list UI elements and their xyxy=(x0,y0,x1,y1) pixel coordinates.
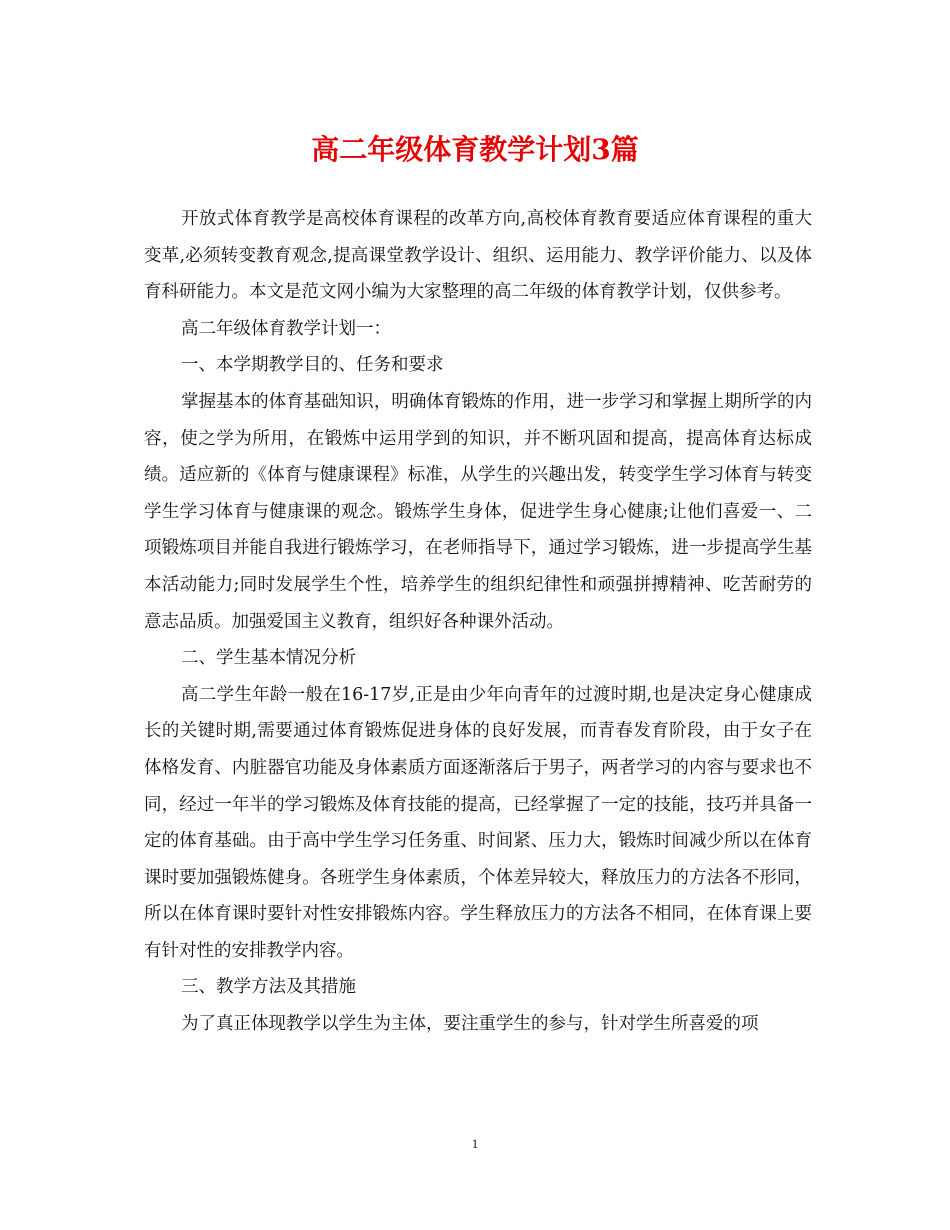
document-body xyxy=(144,201,812,1043)
intro-paragraph: 开放式体育教学是高校体育课程的改革方向,高校体育教育要适应体育课程的重大变革,必须转变教育观念,提高课堂教学设计、组织、运用能力、教学评价能力、以及体育科研能力。本文是范文网小编为大家整理的高二年级的体育教学计划，仅供参考。 xyxy=(144,209,812,303)
section-two-paragraph: 高二学生年龄一般在16-17岁,正是由少年向青年的过渡时期,也是决定身心健康成长的关键时期,需要通过体育锻炼促进身体的良好发展，而青春发育阶段，由于女子在体格发育、内脏器官功能及身体素质方面逐渐落后于男子，两者学习的内容与要求也不同，经过一年半的学习锻炼及体育技能的提高，已经掌握了一定的技能，技巧并具备一定的体育基础。由于高中学生学习任务重、时间紧、压力大，锻炼时间减少所以在体育课时要加强锻炼健身。各班学生身体素质，个体差异较大，释放压力的方法各不形同，所以在体育课时要针对性安排锻炼内容。学生释放压力的方法各不相同，在体育课上要有针对性的安排教学内容。 xyxy=(144,684,812,961)
section-two-heading: 二、学生基本情况分析 xyxy=(181,648,356,669)
section-one-heading: 一、本学期教学目的、任务和要求 xyxy=(181,355,444,376)
plan-one-heading: 高二年级体育教学计划一： xyxy=(181,318,391,339)
section-three-paragraph: 为了真正体现教学以学生为主体，要注重学生的参与，针对学生所喜爱的项 xyxy=(181,1014,759,1035)
section-one-paragraph: 掌握基本的体育基础知识，明确体育锻炼的作用，进一步学习和掌握上期所学的内容，使之学为所用，在锻炼中运用学到的知识，并不断巩固和提高，提高体育达标成绩。适应新的《体育与健康课程》标准，从学生的兴趣出发，转变学生学习体育与转变学生学习体育与健康课的观念。锻炼学生身体，促进学生身心健康;让他们喜爱一、二项锻炼项目并能自我进行锻炼学习，在老师指导下，通过学习锻炼，进一步提高学生基本活动能力;同时发展学生个性，培养学生的组织纪律性和顽强拼搏精神、吃苦耐劳的意志品质。加强爱国主义教育，组织好各种课外活动。 xyxy=(144,391,812,632)
page-number: 1 xyxy=(471,1136,479,1151)
section-three-heading: 三、教学方法及其措施 xyxy=(181,977,356,998)
document-title: 高二年级体育教学计划3篇 xyxy=(311,133,639,166)
